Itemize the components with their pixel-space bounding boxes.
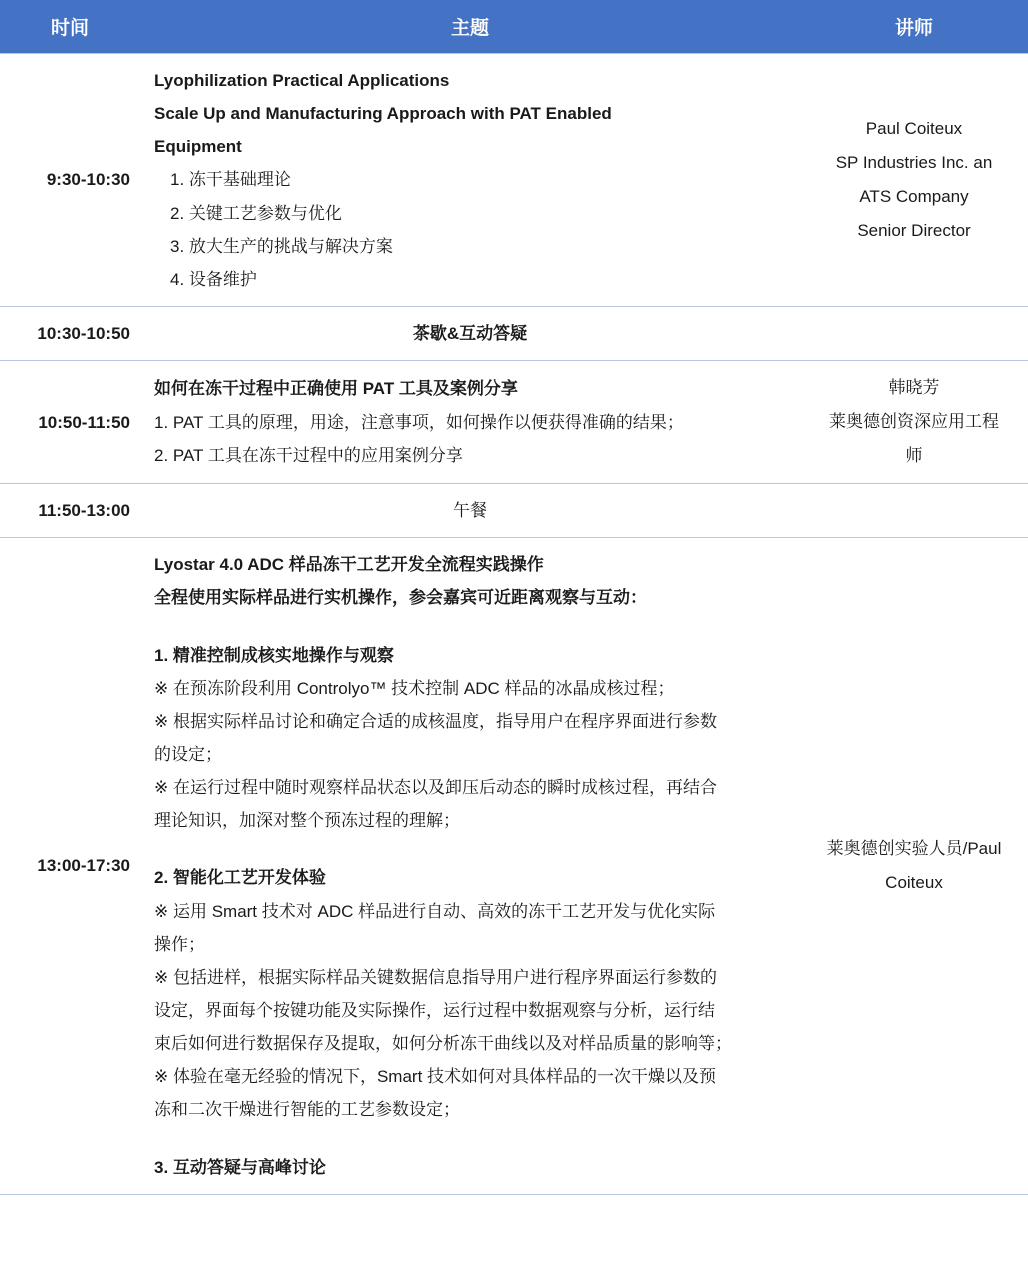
topic-line: 1. 冻干基础理论 [170, 170, 291, 190]
speaker-line: 莱奥德创实验人员/Paul [826, 838, 1002, 858]
topic-line: ※ 运用 Smart 技术对 ADC 样品进行自动、高效的冻干工艺开发与优化实际 [154, 901, 716, 921]
speaker-line: SP Industries Inc. an [835, 152, 993, 172]
cell-speaker [800, 484, 1028, 538]
topic-line: 4. 设备维护 [170, 269, 257, 289]
topic-line: 冻和二次干燥进行智能的工艺参数设定； [154, 1100, 460, 1120]
speaker-line: 韩晓芳 [888, 378, 940, 398]
topic-line: 3. 放大生产的挑战与解决方案 [170, 236, 393, 256]
topic-subheading: 2. 智能化工艺开发体验 [154, 868, 326, 888]
cell-time: 10:30-10:50 [0, 306, 140, 360]
table-body [0, 54, 1028, 1195]
cell-speaker [800, 538, 1028, 1194]
cell-time: 10:50-11:50 [0, 361, 140, 484]
topic-line: ※ 在运行过程中随时观察样品状态以及卸压后动态的瞬时成核过程，再结合 [154, 778, 717, 798]
cell-topic [140, 361, 800, 484]
topic-line: 束后如何进行数据保存及提取，如何分析冻干曲线以及对样品质量的影响等； [154, 1034, 732, 1054]
topic-line: 2. PAT 工具在冻干过程中的应用案例分享 [154, 445, 463, 465]
header-cell-topic: 主题 [140, 0, 800, 54]
table-row [0, 54, 1028, 307]
topic-line: ※ 在预冻阶段利用 Controlyo™ 技术控制 ADC 样品的冰晶成核过程； [154, 678, 675, 698]
table-row [0, 538, 1028, 1194]
topic-line: 理论知识，加深对整个预冻过程的理解； [154, 811, 460, 831]
header-row [0, 0, 1028, 54]
speaker-line: Paul Coiteux [865, 118, 963, 138]
topic-line: 2. 关键工艺参数与优化 [170, 203, 342, 223]
speaker-line: 莱奥德创资深应用工程 [829, 412, 999, 432]
speaker-line: Senior Director [857, 220, 971, 240]
topic-line: Equipment [154, 137, 242, 157]
table-row [0, 306, 1028, 360]
cell-speaker [800, 361, 1028, 484]
topic-line: ※ 根据实际样品讨论和确定合适的成核温度，指导用户在程序界面进行参数 [154, 711, 717, 731]
topic-spacer [154, 615, 786, 637]
topic-line: 全程使用实际样品进行实机操作，参会嘉宾可近距离观察与互动： [154, 588, 647, 608]
table-row [0, 361, 1028, 484]
topic-subheading: 3. 互动答疑与高峰讨论 [154, 1157, 326, 1177]
cell-speaker [800, 54, 1028, 307]
cell-topic [140, 538, 800, 1194]
cell-topic [140, 484, 800, 538]
topic-line: Lyophilization Practical Applications [154, 71, 450, 90]
speaker-line: 师 [905, 446, 923, 466]
topic-line: Lyostar 4.0 ADC 样品冻干工艺开发全流程实践操作 [154, 555, 544, 575]
topic-line: ※ 包括进样，根据实际样品关键数据信息指导用户进行程序界面运行参数的 [154, 967, 717, 987]
topic-subheading: 1. 精准控制成核实地操作与观察 [154, 645, 394, 665]
topic-line: Scale Up and Manufacturing Approach with PAT Enabled [154, 104, 612, 124]
topic-line: 操作； [154, 934, 205, 954]
cell-time: 11:50-13:00 [0, 484, 140, 538]
topic-line: 的设定； [154, 744, 222, 764]
topic-spacer [154, 837, 786, 859]
topic-line: 如何在冻干过程中正确使用 PAT 工具及案例分享 [154, 379, 518, 399]
header-cell-speaker: 讲师 [800, 0, 1028, 54]
cell-topic [140, 306, 800, 360]
cell-time: 9:30-10:30 [0, 54, 140, 307]
table-header [0, 0, 1028, 54]
speaker-line: Coiteux [885, 872, 943, 892]
cell-time: 13:00-17:30 [0, 538, 140, 1194]
topic-line: 1. PAT 工具的原理，用途，注意事项，如何操作以便获得准确的结果； [154, 412, 684, 432]
topic-line: ※ 体验在毫无经验的情况下，Smart 技术如何对具体样品的一次干燥以及预 [154, 1067, 717, 1087]
table-row [0, 484, 1028, 538]
topic-line: 设定，界面每个按键功能及实际操作，运行过程中数据观察与分析，运行结 [154, 1000, 715, 1020]
topic-spacer [154, 1127, 786, 1149]
speaker-line: ATS Company [859, 186, 969, 206]
topic-line: 午餐 [453, 501, 487, 521]
cell-topic [140, 54, 800, 307]
topic-line: 茶歇&互动答疑 [412, 323, 528, 343]
cell-speaker [800, 306, 1028, 360]
header-cell-time: 时间 [0, 0, 140, 54]
